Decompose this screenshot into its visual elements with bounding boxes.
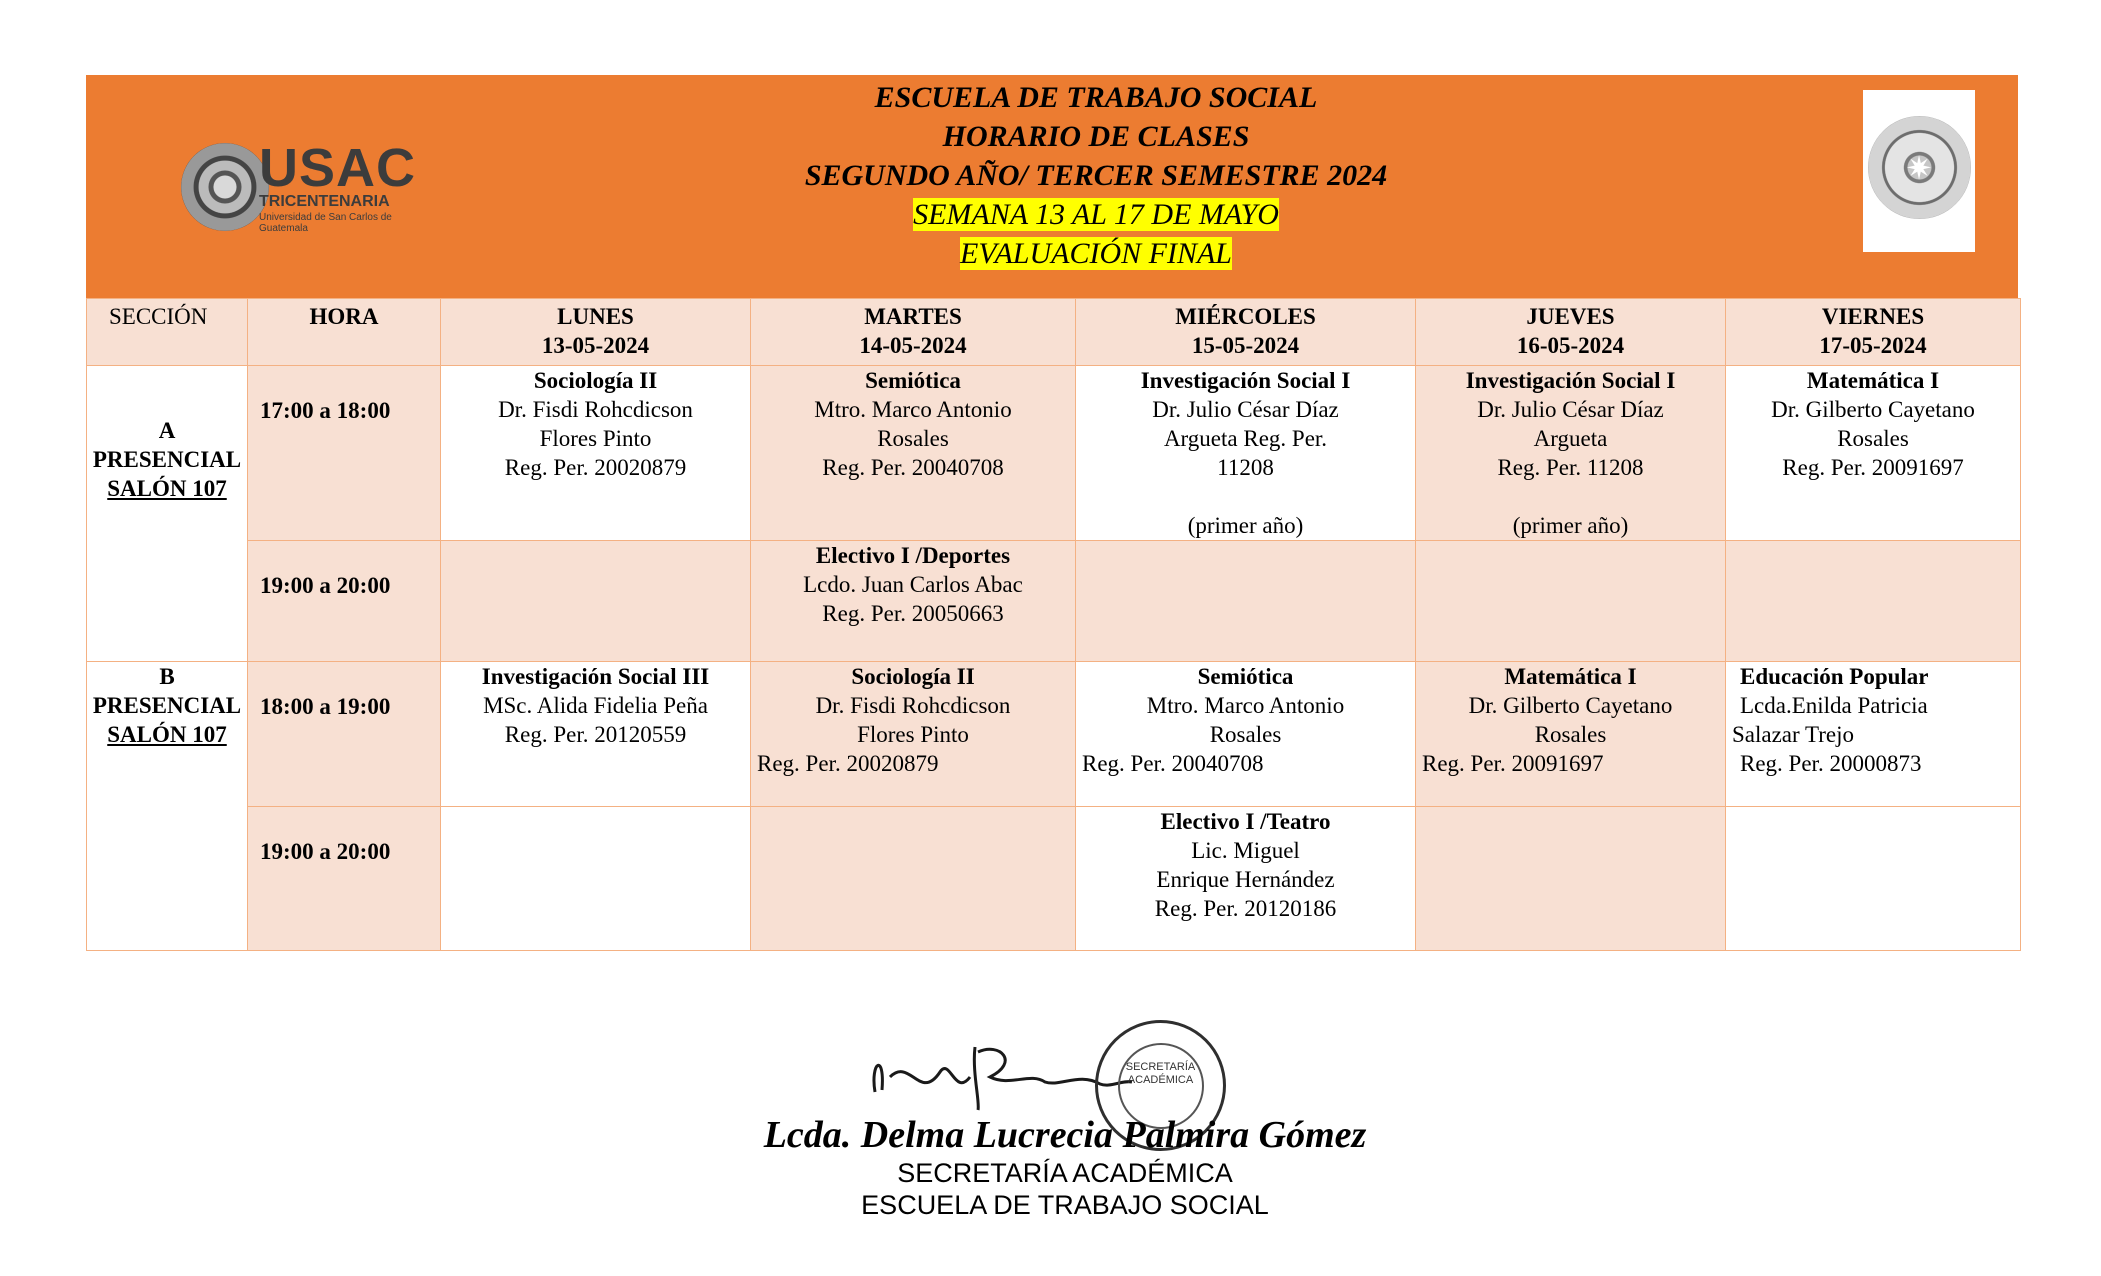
schedule-title: HORARIO DE CLASES: [942, 120, 1250, 153]
header-titles: [646, 78, 1546, 273]
class-cell: Sociología II Dr. Fisdi Rohcdicson Flores Pinto Reg. Per. 20020879: [441, 366, 751, 541]
empty-cell: [1726, 541, 2021, 662]
table-row: [87, 807, 2021, 951]
class-cell: Electivo I /Deportes Lcdo. Juan Carlos Abac Reg. Per. 20050663: [751, 541, 1076, 662]
empty-cell: [441, 541, 751, 662]
class-cell: Investigación Social III MSc. Alida Fidelia Peña Reg. Per. 20120559: [441, 662, 751, 807]
section-letter: B: [159, 664, 175, 689]
class-cell: Matemática I Dr. Gilberto Cayetano Rosales Reg. Per. 20091697: [1416, 662, 1726, 807]
school-seal: [1863, 90, 1975, 252]
class-cell: Matemática I Dr. Gilberto Cayetano Rosales Reg. Per. 20091697: [1726, 366, 2021, 541]
usac-logo: [181, 138, 431, 234]
section-b-cell: [87, 662, 248, 951]
section-room: SALÓN 107: [107, 476, 227, 501]
school-title: ESCUELA DE TRABAJO SOCIAL: [874, 81, 1318, 114]
col-header-tuesday: MARTES 14-05-2024: [751, 299, 1076, 366]
class-cell: Investigación Social I Dr. Julio César Díaz Argueta Reg. Per. 11208 (primer año): [1076, 366, 1416, 541]
class-cell: Semiótica Mtro. Marco Antonio Rosales Reg. Per. 20040708: [1076, 662, 1416, 807]
hour-cell: 19:00 a 20:00: [248, 807, 441, 951]
col-header-hour: HORA: [248, 299, 441, 366]
col-header-wednesday: MIÉRCOLES 15-05-2024: [1076, 299, 1416, 366]
signer-role: SECRETARÍA ACADÉMICA ESCUELA DE TRABAJO SOCIAL: [861, 1158, 1269, 1220]
table-row: [87, 366, 2021, 541]
col-header-section: SECCIÓN: [87, 299, 248, 366]
class-cell: Electivo I /Teatro Lic. Miguel Enrique Hernández Reg. Per. 20120186: [1076, 807, 1416, 951]
empty-cell: [751, 807, 1076, 951]
usac-logo-sub2: Universidad de San Carlos de Guatemala: [259, 212, 392, 234]
academic-secretary-stamp: SECRETARÍA ACADÉMICA: [1095, 1020, 1226, 1151]
class-cell: Investigación Social I Dr. Julio César Díaz Argueta Reg. Per. 11208 (primer año): [1416, 366, 1726, 541]
section-mode: PRESENCIAL: [92, 447, 242, 472]
hour-cell: 19:00 a 20:00: [248, 541, 441, 662]
section-a-cell: [87, 366, 248, 662]
hour-cell: 18:00 a 19:00: [248, 662, 441, 807]
schedule-table: [86, 298, 2021, 951]
star-icon: ✷: [1905, 150, 1933, 186]
empty-cell: [1726, 807, 2021, 951]
signature-block: [690, 1020, 1440, 1230]
section-mode: PRESENCIAL: [92, 693, 242, 718]
table-row: [87, 662, 2021, 807]
empty-cell: [441, 807, 751, 951]
usac-logo-word: USAC: [259, 138, 417, 198]
col-header-monday: LUNES 13-05-2024: [441, 299, 751, 366]
week-label: SEMANA 13 AL 17 DE MAYO: [913, 198, 1279, 231]
table-header-row: [87, 299, 2021, 366]
class-cell: Educación Popular Lcda.Enilda Patricia Salazar Trejo Reg. Per. 20000873: [1726, 662, 2021, 807]
class-cell: Semiótica Mtro. Marco Antonio Rosales Reg. Per. 20040708: [751, 366, 1076, 541]
section-letter: A: [158, 418, 176, 443]
col-header-thursday: JUEVES 16-05-2024: [1416, 299, 1726, 366]
empty-cell: [1076, 541, 1416, 662]
table-row: [87, 541, 2021, 662]
hour-cell: 17:00 a 18:00: [248, 366, 441, 541]
signer-name: Lcda. Delma Lucrecia Palmira Gómez: [763, 1114, 1367, 1156]
section-room: SALÓN 107: [107, 722, 227, 747]
empty-cell: [1416, 541, 1726, 662]
semester-title: SEGUNDO AÑO/ TERCER SEMESTRE 2024: [804, 159, 1388, 192]
evaluation-label: EVALUACIÓN FINAL: [960, 237, 1232, 270]
col-header-friday: VIERNES 17-05-2024: [1726, 299, 2021, 366]
usac-seal-icon: [181, 143, 269, 231]
usac-logo-sub: TRICENTENARIA: [259, 193, 390, 210]
class-cell: Sociología II Dr. Fisdi Rohcdicson Flores Pinto Reg. Per. 20020879: [751, 662, 1076, 807]
header-banner: [86, 75, 2018, 298]
empty-cell: [1416, 807, 1726, 951]
